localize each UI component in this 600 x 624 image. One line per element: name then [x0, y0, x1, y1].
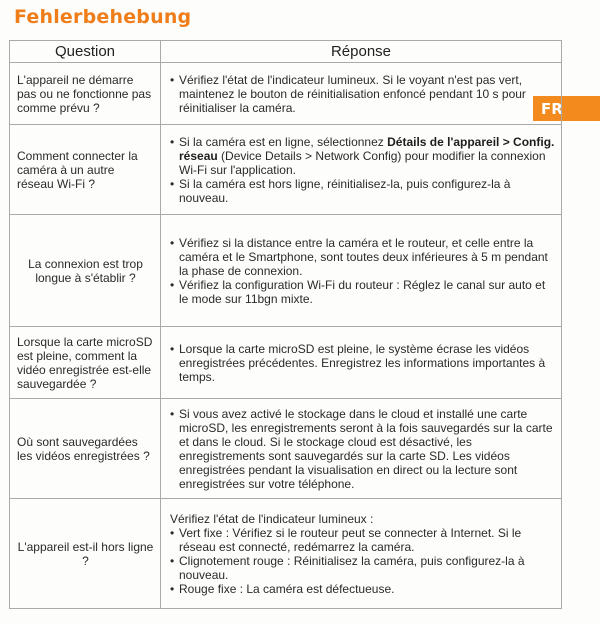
- question-cell: L'appareil est-il hors ligne ?: [10, 499, 161, 609]
- answer-bullet: • Clignotement rouge : Réinitialisez la caméra, puis configurez-la à nouveau.: [170, 554, 555, 582]
- question-cell: L'appareil ne démarre pas ou ne fonctionne pas comme prévu ?: [10, 63, 161, 125]
- answer-bullet: • Lorsque la carte microSD est pleine, le système écrase les vidéos enregistrées précédentes. Enregistrez les informations importantes à temps.: [170, 342, 555, 384]
- answer-bullet: • Si vous avez activé le stockage dans le cloud et installé une carte microSD, les enregistrements seront à la fois sauvegardés sur la carte et dans le cloud. Si le stockage cloud est désactivé, les enregistrements sont sauvegardés sur la carte SD. Les vidéos enregistrées pendant la visualisation en direct ou la lecture sont enregistrées sur votre téléphone.: [170, 407, 555, 491]
- answer-bullet: • Rouge fixe : La caméra est défectueuse.: [170, 582, 555, 596]
- answer-cell: [161, 125, 562, 215]
- answer-bullet: • Vérifiez si la distance entre la caméra et le routeur, et celle entre la caméra et le Smartphone, sont toutes deux inférieures à 5 m pendant la phase de connexion.: [170, 236, 555, 278]
- question-cell: Lorsque la carte microSD est pleine, comment la vidéo enregistrée est-elle sauvegardée ?: [10, 327, 161, 399]
- table-row: [10, 215, 562, 327]
- language-tab: FR: [533, 96, 600, 121]
- answer-cell: [161, 499, 562, 609]
- answer-bullet: [170, 135, 555, 177]
- column-header-question: Question: [10, 41, 161, 63]
- answer-bullet: • Vert fixe : Vérifiez si le routeur peut se connecter à Internet. Si le réseau est connecté, redémarrez la caméra.: [170, 526, 555, 554]
- answer-bullet: • Si la caméra est hors ligne, réinitialisez-la, puis configurez-la à nouveau.: [170, 177, 555, 205]
- table-header-row: [10, 41, 562, 63]
- answer-cell: [161, 215, 562, 327]
- answer-bullet: • Vérifiez l'état de l'indicateur lumineux. Si le voyant n'est pas vert, maintenez le bouton de réinitialisation enfoncé pendant 10 s pour réinitialiser la caméra.: [170, 73, 555, 115]
- question-cell: Où sont sauvegardées les vidéos enregistrées ?: [10, 399, 161, 499]
- answer-text: (Device Details > Network Config) pour modifier la connexion Wi-Fi sur l'application.: [179, 148, 546, 177]
- column-header-answer: Réponse: [161, 41, 562, 63]
- menu-path-text: Détails de l'appareil > Config. réseau: [179, 134, 555, 163]
- page-title: Fehlerbehebung: [14, 6, 192, 28]
- table-row: [10, 327, 562, 399]
- answer-cell: [161, 63, 562, 125]
- answer-bullet: • Vérifiez la configuration Wi-Fi du routeur : Réglez le canal sur auto et le mode sur 11bgn mixte.: [170, 278, 555, 306]
- question-cell: La connexion est trop longue à s'établir ?: [10, 215, 161, 327]
- answer-cell: [161, 399, 562, 499]
- table-row: [10, 399, 562, 499]
- troubleshooting-table: [9, 40, 562, 609]
- table-row: [10, 499, 562, 609]
- answer-intro: Vérifiez l'état de l'indicateur lumineux :: [170, 511, 374, 526]
- table-row: [10, 125, 562, 215]
- question-cell: Comment connecter la caméra à un autre réseau Wi-Fi ?: [10, 125, 161, 215]
- answer-cell: [161, 327, 562, 399]
- answer-text: Si la caméra est en ligne, sélectionnez: [179, 134, 388, 149]
- table-row: [10, 63, 562, 125]
